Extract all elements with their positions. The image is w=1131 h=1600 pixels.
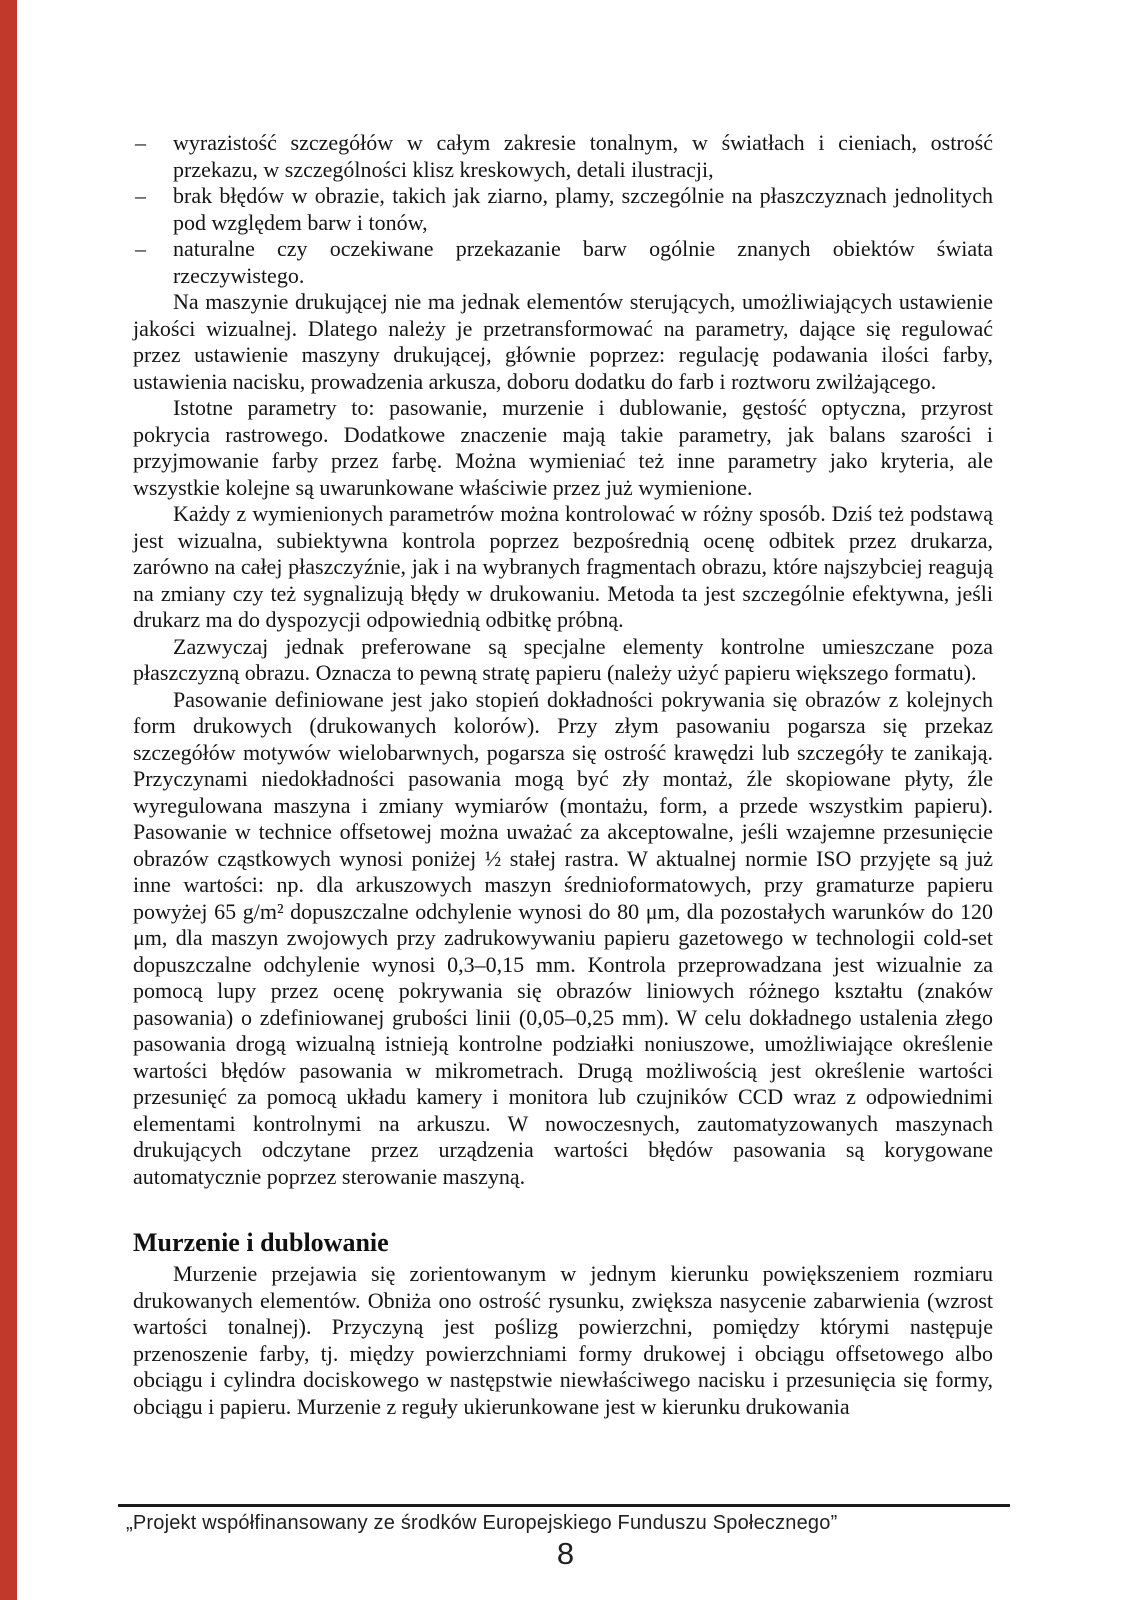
footer-divider [118,1504,1010,1507]
accent-bar [0,0,17,1600]
section-heading: Murzenie i dublowanie [133,1228,389,1257]
body-paragraph: Każdy z wymienionych parametrów można kontrolować w różny sposób. Dziś też podstawą jest wizualna, subiektywna kontrola poprzez bezpośrednią ocenę odbitek przez drukarza, zarówno na całej płaszczyźnie, jak i na wybranych fragmentach obrazu, które najszybciej reagują na zmiany czy też sygnalizują błędy w drukowaniu. Metoda ta jest szczególnie efektywna, jeśli drukarz ma do dyspozycji odpowiednią odbitkę próbną. [133,501,993,632]
bullet-item [133,130,993,183]
bullet-item [133,236,993,289]
page-number: 8 [556,1536,575,1571]
bullet-item [133,183,993,236]
footer-text: „Projekt współfinansowany ze środków Europejskiego Funduszu Społecznego” [126,1512,838,1534]
bullet-dash-icon: – [135,183,146,208]
body-paragraph: Istotne parametry to: pasowanie, murzenie i dublowanie, gęstość optyczna, przyrost pokrycia rastrowego. Dodatkowe znaczenie mają takie parametry, jak balans szarości i przyjmowanie farby przez farbę. Można wymieniać też inne parametry jako kryteria, ale wszystkie kolejne są uwarunkowane właściwie przez już wymienione. [133,395,993,500]
section-paragraph: Murzenie przejawia się zorientowanym w jednym kierunku powiększeniem rozmiaru drukowanych elementów. Obniża ono ostrość rysunku, zwiększa nasycenie zabarwienia (wzrost wartości tonalnej). Przyczyną jest poślizg powierzchni, pomiędzy którymi następuje przenoszenie farby, tj. między powierzchniami formy drukowej i obciągu offsetowego albo obciągu i cylindra dociskowego w następstwie niewłaściwego nacisku i przesunięcia się formy, obciągu i papieru. Murzenie z reguły ukierunkowane jest w kierunku drukowania [133,1261,993,1419]
bullet-text: naturalne czy oczekiwane przekazanie barw ogólnie znanych obiektów świata rzeczywistego. [173,236,993,288]
bullet-text: brak błędów w obrazie, takich jak ziarno, plamy, szczególnie na płaszczyznach jednolitych pod względem barw i tonów, [173,183,993,235]
bullet-list [133,130,993,289]
bullet-text: wyrazistość szczegółów w całym zakresie tonalnym, w światłach i cieniach, ostrość przekazu, w szczególności klisz kreskowych, detali ilustracji, [173,130,993,182]
page-content [133,130,993,1420]
body-paragraph: Zazwyczaj jednak preferowane są specjalne elementy kontrolne umieszczane poza płaszczyzną obrazu. Oznacza to pewną stratę papieru (należy użyć papieru większego formatu). [133,633,993,685]
body-paragraph: Pasowanie definiowane jest jako stopień dokładności pokrywania się obrazów z kolejnych form drukowych (drukowanych kolorów). Przy złym pasowaniu pogarsza się przekaz szczegółów motywów wielobarwnych, pogarsza się ostrość krawędzi lub szczegóły te zanikają. Przyczynami niedokładności pasowania mogą być zły montaż, źle skopiowane płyty, źle wyregulowana maszyna i zmiany wymiarów (montażu, form, a przede wszystkim papieru). Pasowanie w technice offsetowej można uważać za akceptowalne, jeśli wzajemne przesunięcie obrazów cząstkowych wynosi poniżej ½ stałej rastra. W aktualnej normie ISO przyjęte są już inne wartości: np. dla arkuszowych maszyn średnioformatowych, przy gramaturze papieru powyżej 65 g/m² dopuszczalne odchylenie wynosi do 80 μm, dla pozostałych warunków do 120 μm, dla maszyn zwojowych przy zadrukowywaniu papieru gazetowego w technologii cold-set dopuszczalne odchylenie wynosi 0,3–0,15 mm. Kontrola przeprowadzana jest wizualnie za pomocą lupy przez ocenę pokrywania się obrazów liniowych różnego kształtu (znaków pasowania) o zdefiniowanej grubości linii (0,05–0,25 mm). W celu dokładnego ustalenia złego pasowania drogą wizualną istnieją kontrolne podziałki noniuszowe, umożliwiające określenie wartości błędów pasowania w mikrometrach. Drugą możliwością jest określenie wartości przesunięć za pomocą układu kamery i monitora lub czujników CCD wraz z odpowiednimi elementami kontrolnymi na arkuszu. W nowoczesnych, zautomatyzowanych maszynach drukujących odczytane przez urządzenia wartości błędów pasowania są korygowane automatycznie poprzez sterowanie maszyną. [133,686,993,1189]
bullet-dash-icon: – [135,130,146,155]
bullet-dash-icon: – [135,236,146,261]
body-paragraph: Na maszynie drukującej nie ma jednak elementów sterujących, umożliwiających ustawienie jakości wizualnej. Dlatego należy je przetransformować na parametry, dające się regulować przez ustawienie maszyny drukującej, głównie poprzez: regulację podawania ilości farby, ustawienia nacisku, prowadzenia arkusza, doboru dodatku do farb i roztworu zwilżającego. [133,289,993,394]
